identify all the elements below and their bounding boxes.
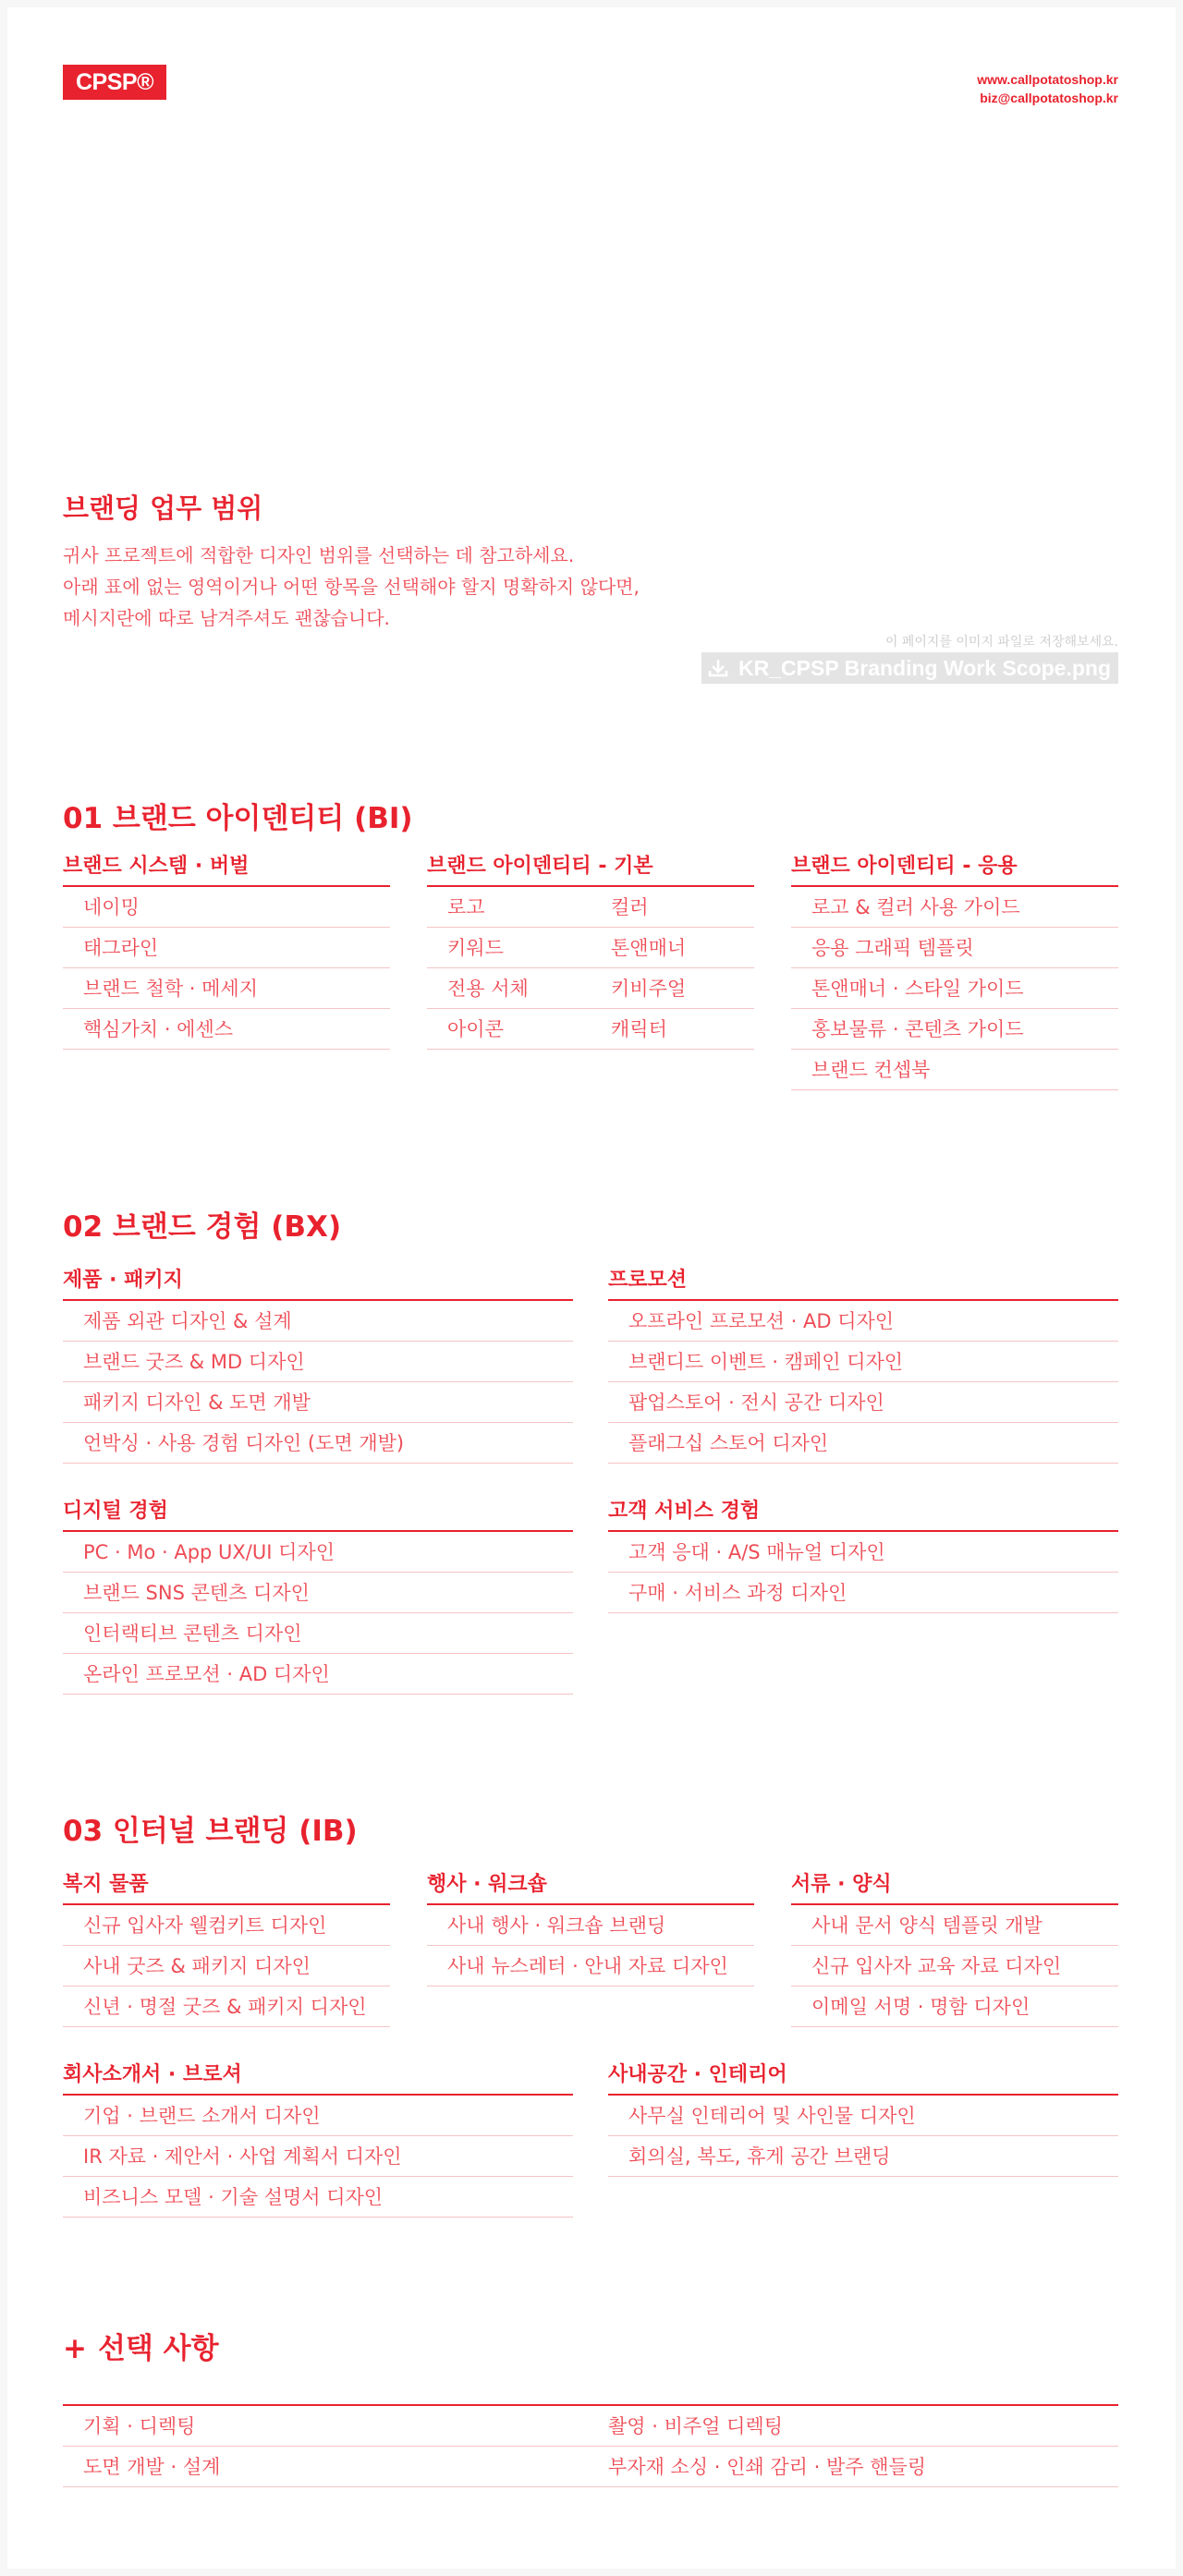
group-title: 복지 물품 xyxy=(63,1870,390,1905)
group-title: 디지털 경험 xyxy=(63,1497,573,1532)
section-title-ib: 03 인터널 브랜딩 (IB) xyxy=(63,1815,358,1848)
group-documents-forms xyxy=(791,1870,1118,2027)
list-item: 톤앤매너 · 스타일 가이드 xyxy=(791,968,1118,1009)
group-title: 브랜드 아이덴티티 - 응용 xyxy=(791,852,1118,887)
list-item: 촬영 · 비주얼 디렉팅 xyxy=(588,2406,1118,2447)
group-title: 브랜드 시스템 · 버벌 xyxy=(63,852,390,887)
group-company-brochure xyxy=(63,2060,573,2218)
group-events-workshop xyxy=(427,1870,754,1987)
group-title: 행사 · 워크숍 xyxy=(427,1870,754,1905)
list-item: 이메일 서명 · 명함 디자인 xyxy=(791,1987,1118,2027)
group-bi-basic xyxy=(427,852,754,1050)
save-hint: 이 페이지를 이미지 파일로 저장해보세요. xyxy=(884,635,1118,650)
list-item: 태그라인 xyxy=(63,928,390,968)
options-grid xyxy=(63,2406,1118,2487)
list-item: 사내 행사 · 워크숍 브랜딩 xyxy=(427,1905,754,1946)
brand-logo[interactable]: CPSP® xyxy=(63,65,166,100)
group-product-package xyxy=(63,1266,573,1464)
group-brand-system-verbal xyxy=(63,852,390,1050)
intro-line: 아래 표에 없는 영역이거나 어떤 항목을 선택해야 할지 명확하지 않다면, xyxy=(63,576,640,598)
list-item: PC · Mo · App UX/UI 디자인 xyxy=(63,1532,573,1573)
list-item: 기업 · 브랜드 소개서 디자인 xyxy=(63,2096,573,2136)
list-item: 기획 · 디렉팅 xyxy=(63,2406,588,2447)
email-link[interactable]: biz@callpotatoshop.kr xyxy=(980,91,1118,105)
list-item: 회의실, 복도, 휴게 공간 브랜딩 xyxy=(608,2136,1118,2177)
list-item: 신규 입사자 교육 자료 디자인 xyxy=(791,1946,1118,1987)
list-item: 브랜드 SNS 콘텐츠 디자인 xyxy=(63,1573,573,1613)
list-item: 핵심가치 · 에센스 xyxy=(63,1009,390,1050)
page-title: 브랜딩 업무 범위 xyxy=(63,492,263,524)
list-item: 로고 & 컬러 사용 가이드 xyxy=(791,887,1118,928)
website-link[interactable]: www.callpotatoshop.kr xyxy=(977,72,1118,87)
list-item: 제품 외관 디자인 & 설계 xyxy=(63,1301,573,1342)
list-item: IR 자료 · 제안서 · 사업 계획서 디자인 xyxy=(63,2136,573,2177)
intro-line: 메시지란에 따로 남겨주셔도 괜찮습니다. xyxy=(63,607,390,629)
list-item: 전용 서체 xyxy=(427,968,591,1009)
section-title-options xyxy=(63,2325,219,2366)
list-item: 톤앤매너 xyxy=(591,928,754,968)
list-item: 신년 · 명절 굿즈 & 패키지 디자인 xyxy=(63,1987,390,2027)
list-item: 팝업스토어 · 전시 공간 디자인 xyxy=(608,1382,1118,1423)
group-digital-experience xyxy=(63,1497,573,1695)
list-item: 언박싱 · 사용 경험 디자인 (도면 개발) xyxy=(63,1423,573,1464)
list-item: 사내 굿즈 & 패키지 디자인 xyxy=(63,1946,390,1987)
list-item: 키워드 xyxy=(427,928,591,968)
list-item: 비즈니스 모델 · 기술 설명서 디자인 xyxy=(63,2177,573,2218)
group-title: 브랜드 아이덴티티 - 기본 xyxy=(427,852,754,887)
section-title-bi: 01 브랜드 아이덴티티 (BI) xyxy=(63,802,413,835)
download-image-button[interactable] xyxy=(701,652,1118,684)
group-bi-applied xyxy=(791,852,1118,1090)
bi-basic-grid xyxy=(427,887,754,1050)
list-item: 사무실 인테리어 및 사인물 디자인 xyxy=(608,2096,1118,2136)
list-item: 브랜디드 이벤트 · 캠페인 디자인 xyxy=(608,1342,1118,1382)
list-item: 키비주얼 xyxy=(591,968,754,1009)
section-title-bx: 02 브랜드 경험 (BX) xyxy=(63,1210,342,1244)
list-item: 캐릭터 xyxy=(591,1009,754,1050)
list-item: 컬러 xyxy=(591,887,754,928)
download-icon xyxy=(707,657,729,679)
contact-info xyxy=(977,70,1118,107)
list-item: 신규 입사자 웰컴키트 디자인 xyxy=(63,1905,390,1946)
intro-text xyxy=(63,540,765,634)
group-promotion xyxy=(608,1266,1118,1464)
list-item: 사내 문서 양식 템플릿 개발 xyxy=(791,1905,1118,1946)
list-item: 브랜드 굿즈 & MD 디자인 xyxy=(63,1342,573,1382)
list-item: 패키지 디자인 & 도면 개발 xyxy=(63,1382,573,1423)
list-item: 고객 응대 · A/S 매뉴얼 디자인 xyxy=(608,1532,1118,1573)
group-title: 서류 · 양식 xyxy=(791,1870,1118,1905)
list-item: 도면 개발 · 설계 xyxy=(63,2447,588,2487)
group-title: 고객 서비스 경험 xyxy=(608,1497,1118,1532)
group-title: 회사소개서 · 브로셔 xyxy=(63,2060,573,2096)
list-item: 응용 그래픽 템플릿 xyxy=(791,928,1118,968)
group-title: 사내공간 · 인테리어 xyxy=(608,2060,1118,2096)
list-item: 인터랙티브 콘텐츠 디자인 xyxy=(63,1613,573,1654)
intro-line: 귀사 프로젝트에 적합한 디자인 범위를 선택하는 데 참고하세요. xyxy=(63,544,575,566)
list-item: 플래그십 스토어 디자인 xyxy=(608,1423,1118,1464)
page xyxy=(7,7,1176,2569)
list-item: 브랜드 컨셉북 xyxy=(791,1050,1118,1090)
group-title: 프로모션 xyxy=(608,1266,1118,1301)
list-item: 브랜드 철학 · 메세지 xyxy=(63,968,390,1009)
group-options xyxy=(63,2404,1118,2487)
list-item: 사내 뉴스레터 · 안내 자료 디자인 xyxy=(427,1946,754,1987)
list-item: 부자재 소싱 · 인쇄 감리 · 발주 핸들링 xyxy=(588,2447,1118,2487)
plus-icon: + xyxy=(63,2332,87,2365)
group-welfare-goods xyxy=(63,1870,390,2027)
group-title: 제품 · 패키지 xyxy=(63,1266,573,1301)
list-item: 아이콘 xyxy=(427,1009,591,1050)
list-item: 네이밍 xyxy=(63,887,390,928)
list-item: 오프라인 프로모션 · AD 디자인 xyxy=(608,1301,1118,1342)
list-item: 구매 · 서비스 과정 디자인 xyxy=(608,1573,1118,1613)
options-title: 선택 사항 xyxy=(97,2332,219,2365)
group-office-interior xyxy=(608,2060,1118,2177)
list-item: 온라인 프로모션 · AD 디자인 xyxy=(63,1654,573,1695)
list-item: 로고 xyxy=(427,887,591,928)
list-item: 홍보물류 · 콘텐츠 가이드 xyxy=(791,1009,1118,1050)
download-label: KR_CPSP Branding Work Scope.png xyxy=(738,655,1111,680)
group-customer-service xyxy=(608,1497,1118,1613)
